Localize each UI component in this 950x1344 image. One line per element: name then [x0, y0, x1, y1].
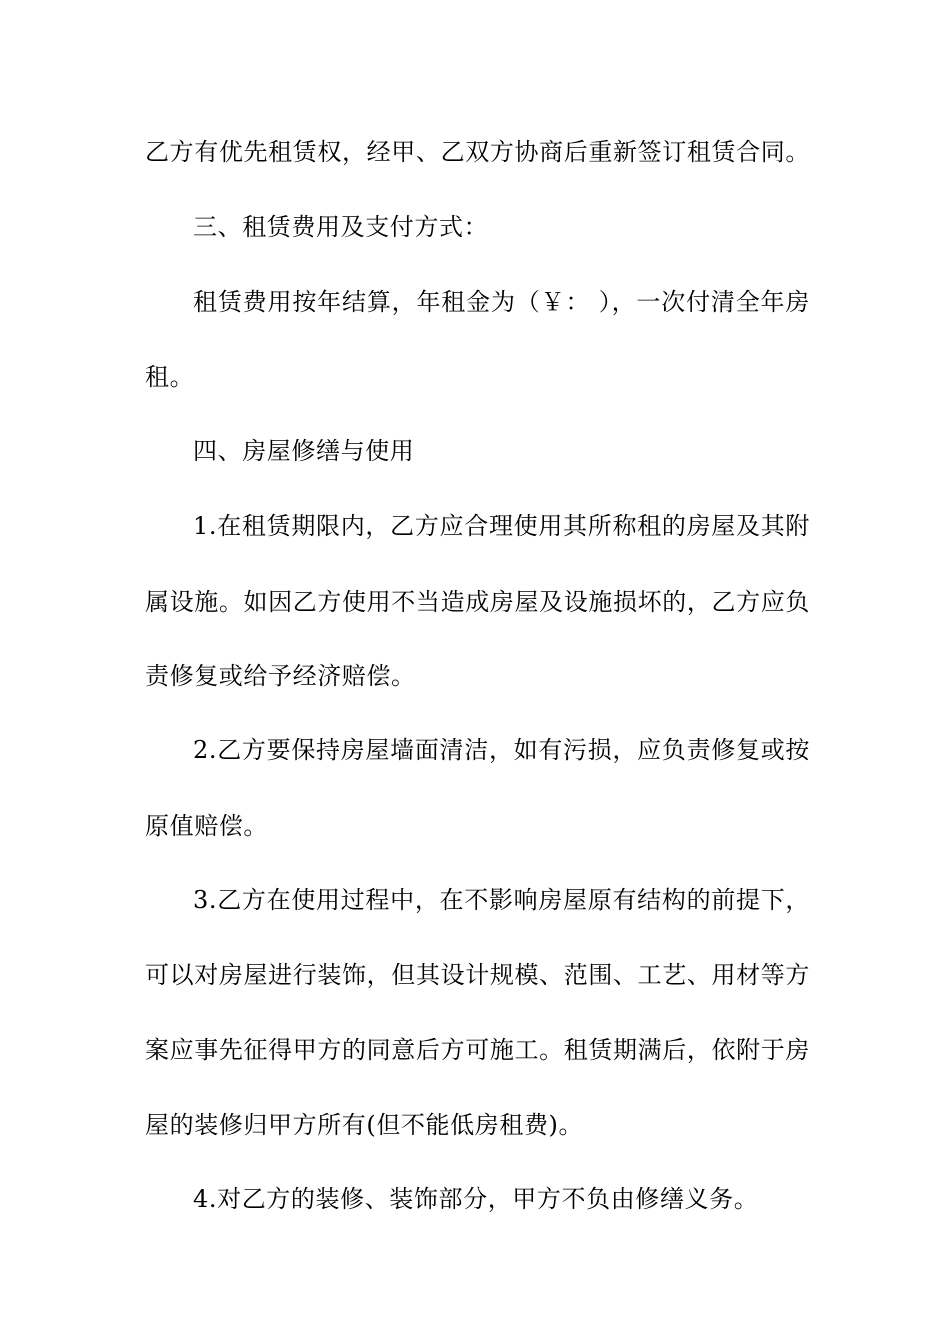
- paragraph-line: 责修复或给予经济赔偿。: [145, 662, 416, 690]
- paragraph-line: 租。: [145, 363, 195, 391]
- section-heading-3: 三、租赁费用及支付方式：: [193, 213, 489, 241]
- paragraph-line: 1.在租赁期限内，乙方应合理使用其所称租的房屋及其附: [193, 512, 810, 540]
- paragraph-line: 2.乙方要保持房屋墙面清洁，如有污损，应负责修复或按: [193, 736, 810, 764]
- section-heading-4: 四、房屋修缮与使用: [193, 437, 415, 465]
- paragraph-line: 可以对房屋进行装饰，但其设计规模、范围、工艺、用材等方: [145, 961, 810, 989]
- paragraph-line: 属设施。如因乙方使用不当造成房屋及设施损坏的，乙方应负: [145, 588, 810, 616]
- paragraph-line: 屋的装修归甲方所有(但不能低房租费)。: [145, 1111, 584, 1139]
- paragraph-line: 3.乙方在使用过程中，在不影响房屋原有结构的前提下，: [193, 886, 810, 914]
- paragraph-line: 案应事先征得甲方的同意后方可施工。租赁期满后，依附于房: [145, 1036, 810, 1064]
- paragraph-line: 乙方有优先租赁权，经甲、乙双方协商后重新签订租赁合同。: [145, 138, 810, 166]
- paragraph-line: 原值赔偿。: [145, 812, 268, 840]
- paragraph-line: 租赁费用按年结算，年租金为（￥： ），一次付清全年房: [193, 288, 810, 316]
- paragraph-line: 4.对乙方的装修、装饰部分，甲方不负由修缮义务。: [193, 1185, 759, 1213]
